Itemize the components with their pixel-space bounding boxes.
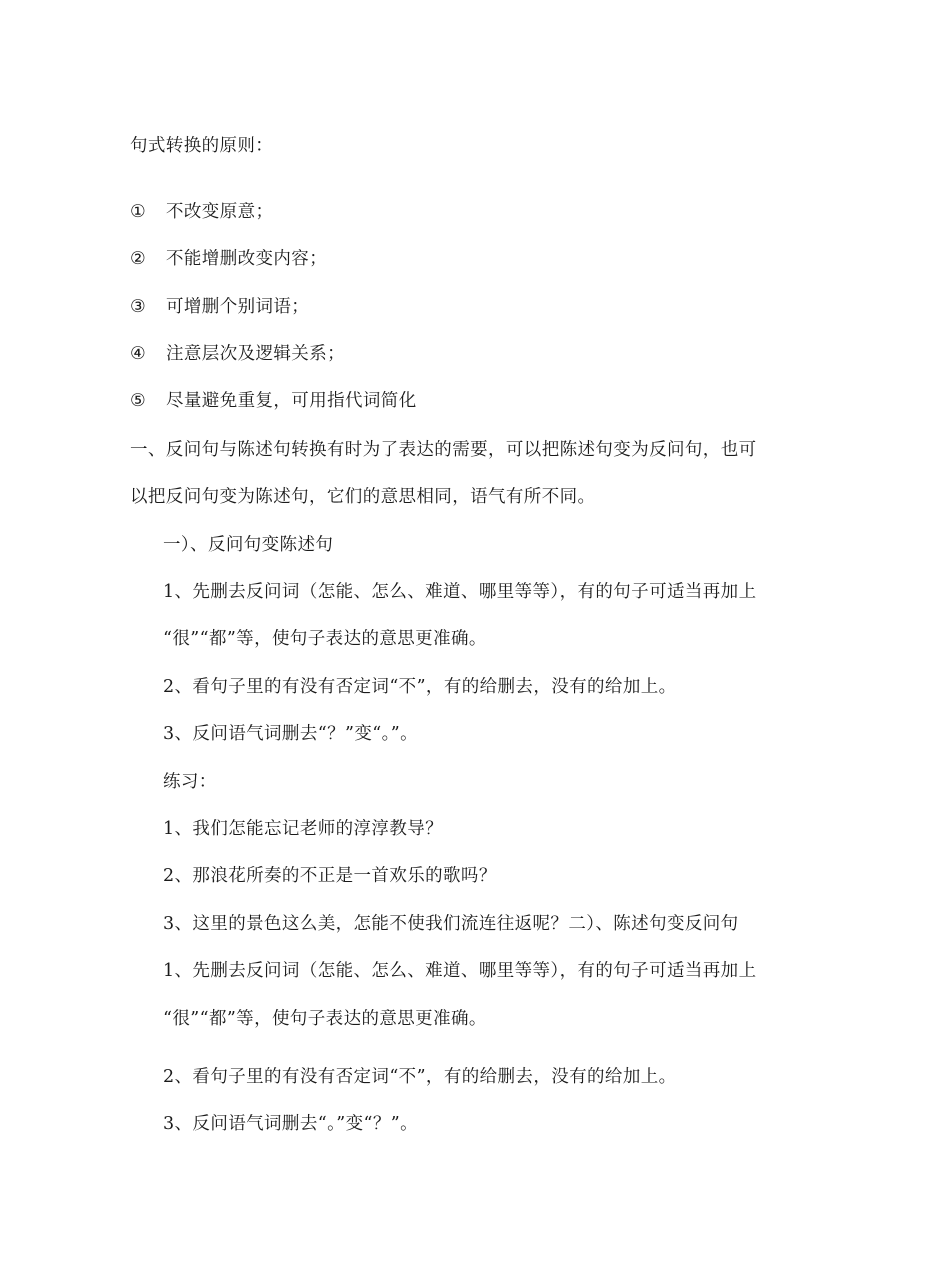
practice-item: 1、我们怎能忘记老师的淳淳教导？ [163, 819, 444, 839]
practice-item: 2、那浪花所奏的不正是一首欢乐的歌吗？ [163, 866, 497, 886]
principle-marker: ② [130, 249, 147, 269]
subsection-title: 一）、反问句变陈述句 [163, 535, 334, 555]
principle-item [130, 247, 327, 271]
principle-marker: ⑤ [130, 391, 147, 411]
principle-text: 不改变原意； [166, 202, 274, 222]
step-line: 2、看句子里的有没有否定词“不”，有的给删去，没有的给加上。 [163, 1067, 677, 1087]
principle-text: 尽量避免重复，可用指代词简化 [166, 391, 417, 411]
principle-text: 注意层次及逻辑关系； [166, 344, 345, 364]
step-line: 2、看句子里的有没有否定词“不”，有的给删去，没有的给加上。 [163, 677, 677, 697]
principle-item [130, 200, 273, 224]
step-line: “很”“都”等，使句子表达的意思更准确。 [163, 629, 487, 649]
step-line: 1、先删去反问词（怎能、怎么、难道、哪里等等），有的句子可适当再加上 [163, 582, 757, 602]
section-intro-line: 一、反问句与陈述句转换有时为了表达的需要，可以把陈述句变为反问句，也可 [130, 440, 757, 460]
principle-text: 不能增删改变内容； [166, 249, 328, 269]
principle-text: 可增删个别词语； [166, 297, 310, 317]
step-line: 1、先删去反问词（怎能、怎么、难道、哪里等等），有的句子可适当再加上 [163, 961, 757, 981]
principle-item [130, 389, 417, 413]
step-line: 3、反问语气词删去“。”变“？”。 [163, 1114, 418, 1134]
practice-item: 3、这里的景色这么美，怎能不使我们流连往返呢？二）、陈述句变反问句 [163, 914, 739, 934]
step-line: “很”“都”等，使句子表达的意思更准确。 [163, 1009, 487, 1029]
principle-marker: ③ [130, 297, 147, 317]
principle-item [130, 295, 309, 319]
principle-marker: ① [130, 202, 147, 222]
principle-marker: ④ [130, 344, 147, 364]
step-line: 3、反问语气词删去“？”变“。”。 [163, 724, 418, 744]
section-intro-line: 以把反问句变为陈述句，它们的意思相同，语气有所不同。 [130, 487, 596, 507]
practice-label: 练习： [163, 772, 217, 792]
document-heading: 句式转换的原则： [130, 136, 274, 156]
principle-item [130, 342, 345, 366]
